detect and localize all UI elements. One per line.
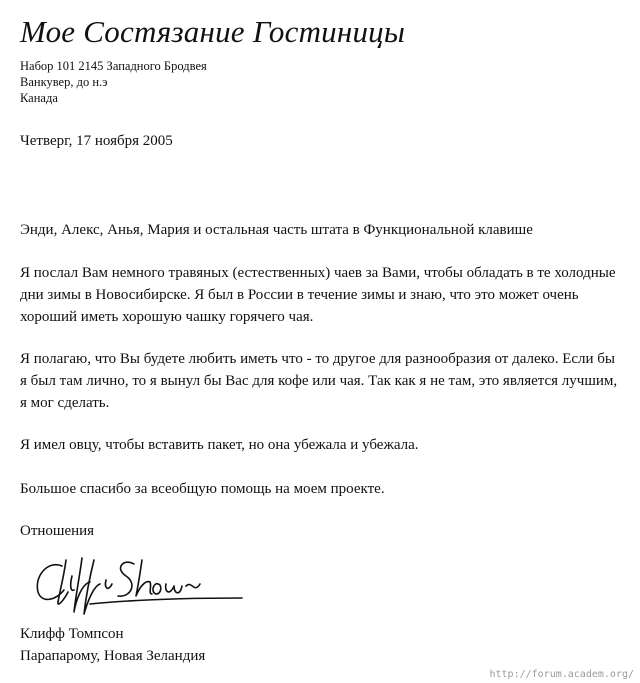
body-paragraph: Я послал Вам немного травяных (естественных) чаев за Вами, чтобы обладать в те холодные дни зимы в Новосибирске. Я был в России в течение зимы и знаю, что это может очень хороший иметь хорошую чашку горячего чая. (20, 265, 616, 325)
address-line: Ванкувер, до н.э (20, 75, 108, 89)
body-paragraph: Большое спасибо за всеобщую помощь на моем проекте. (20, 481, 385, 497)
letterhead-address (20, 58, 207, 106)
letterhead-title: Мое Состязание Гостиницы (20, 14, 406, 49)
closing: Отношения (20, 523, 95, 539)
signature-block (20, 623, 205, 667)
signer-name: Клифф Томпсон (20, 626, 124, 642)
body-paragraph: Я полагаю, что Вы будете любить иметь что - то другое для разнообразия от далеко. Если бы я был там лично, то я вынул бы Вас для кофе или чая. Так как я не там, это является лучшим, я мог сделать. (20, 351, 618, 411)
handwritten-signature (30, 554, 245, 616)
address-line: Канада (20, 91, 58, 105)
letter-date: Четверг, 17 ноября 2005 (20, 133, 173, 149)
watermark: http://forum.academ.org/ (489, 669, 634, 680)
address-line: Набор 101 2145 Западного Бродвея (20, 59, 207, 73)
body-paragraph: Я имел овцу, чтобы вставить пакет, но она убежала и убежала. (20, 437, 419, 453)
greeting: Энди, Алекс, Анья, Мария и остальная часть штата в Функциональной клавише (20, 222, 533, 238)
signer-location: Парапарому, Новая Зеландия (20, 648, 206, 664)
